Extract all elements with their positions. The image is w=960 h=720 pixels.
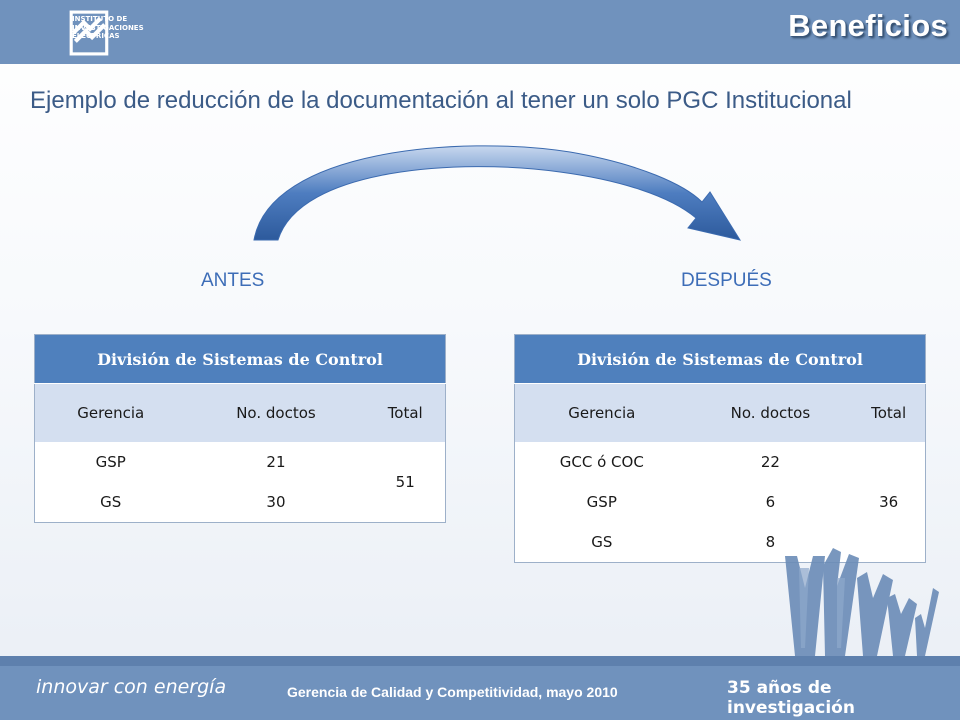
column-header-gerencia: Gerencia	[35, 384, 187, 443]
column-header-doctos: No. doctos	[186, 384, 365, 443]
table-row	[515, 442, 926, 482]
people-figures-icon	[775, 548, 945, 656]
slide-title: Beneficios	[788, 8, 948, 43]
footer-anniversary: 35 años de investigación	[727, 678, 855, 718]
footer-caption: Gerencia de Calidad y Competitividad, mayo 2010	[287, 684, 618, 700]
table-title: División de Sistemas de Control	[35, 335, 446, 384]
cell-gerencia: GCC ó COC	[559, 453, 644, 471]
cell-gerencia: GS	[100, 493, 122, 511]
curved-arrow-icon	[240, 140, 750, 250]
cell-total: 36	[879, 493, 899, 511]
intro-text: Ejemplo de reducción de la documentación al tener un solo PGC Institucional	[30, 87, 852, 114]
logo-line: INVESTIGACIONES	[72, 23, 144, 32]
label-despues: DESPUÉS	[681, 270, 772, 291]
cell-gerencia: GSP	[586, 493, 617, 511]
table-row	[35, 442, 446, 482]
cell-total: 51	[395, 473, 415, 491]
cell-doctos: 6	[765, 493, 776, 511]
column-header-gerencia: Gerencia	[515, 384, 689, 443]
label-antes: ANTES	[201, 270, 265, 291]
column-header-total: Total	[852, 384, 925, 443]
logo-text	[72, 15, 144, 41]
cell-doctos: 21	[266, 453, 286, 471]
footer-strip	[0, 656, 960, 666]
logo-line: ELECTRICAS	[72, 32, 120, 40]
logo-line: INSTITUTO DE	[72, 15, 128, 23]
table-after	[514, 334, 926, 563]
column-header-doctos: No. doctos	[689, 384, 853, 443]
column-header-total: Total	[365, 384, 445, 443]
footer-slogan: innovar con energía	[36, 676, 227, 698]
cell-gerencia: GS	[591, 533, 613, 551]
table-before	[34, 334, 446, 523]
cell-doctos: 8	[765, 533, 776, 551]
cell-gerencia: GSP	[95, 453, 126, 471]
cell-doctos: 22	[760, 453, 780, 471]
cell-doctos: 30	[266, 493, 286, 511]
table-title: División de Sistemas de Control	[515, 335, 926, 384]
